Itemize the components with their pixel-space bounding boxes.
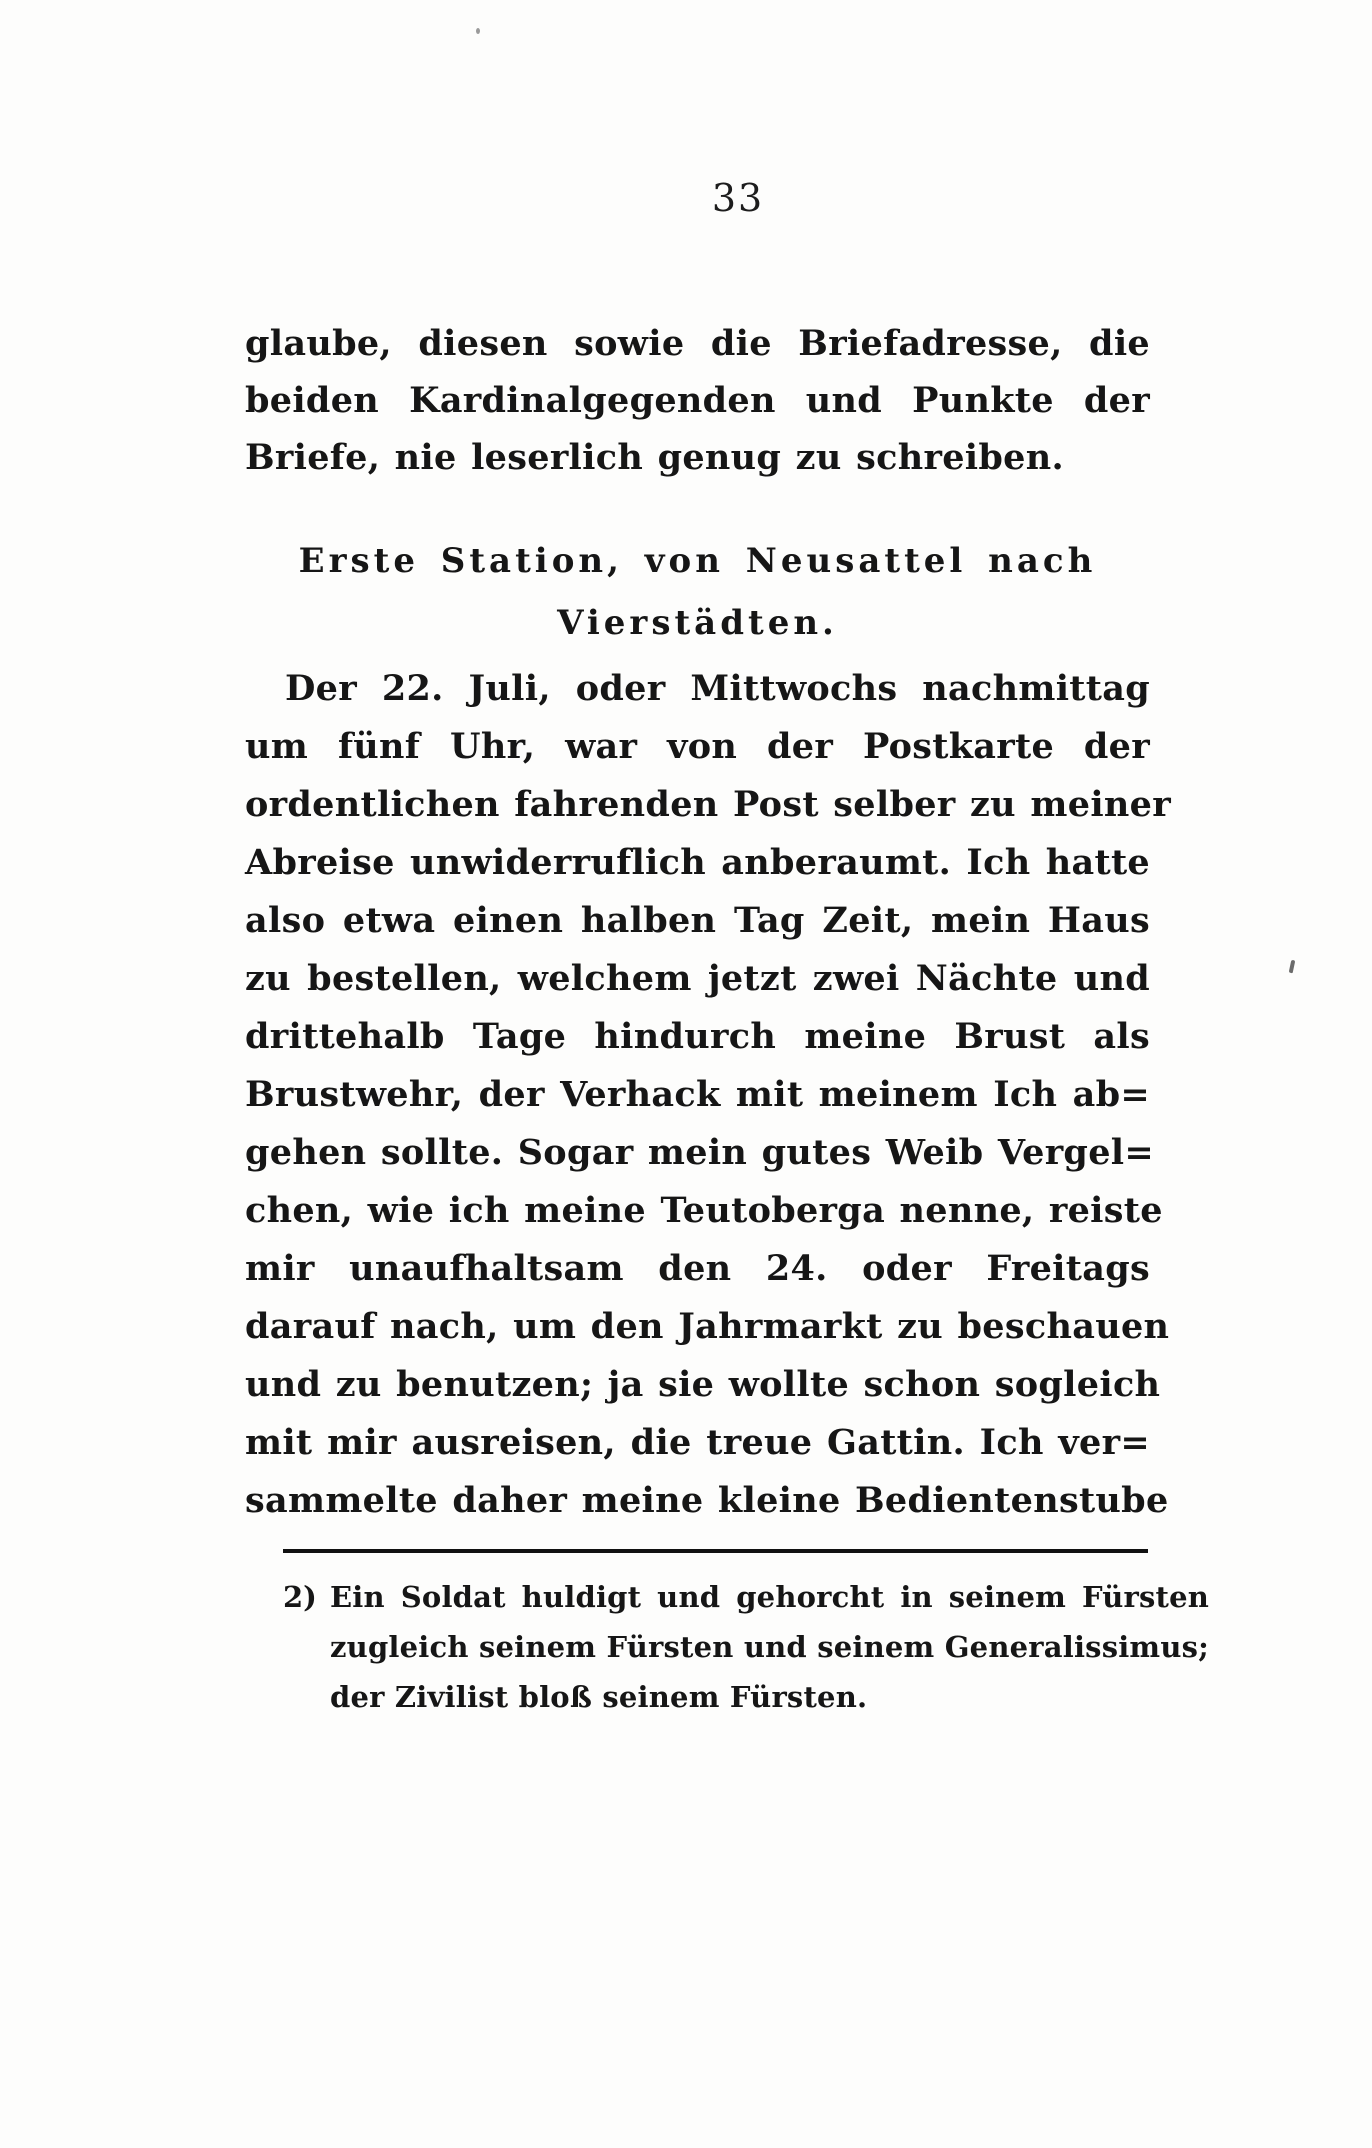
text-line: sammelte daher meine kleine Bedientenstube xyxy=(245,1480,1169,1521)
text-line: Der 22. Juli, oder Mittwochs nachmittag xyxy=(285,668,1150,709)
footnote xyxy=(283,1572,1210,1722)
text-line: darauf nach, um den Jahrmarkt zu beschauen xyxy=(245,1306,1170,1347)
text-line: gehen sollte. Sogar mein gutes Weib Vergel= xyxy=(245,1132,1154,1173)
text-line: beiden Kardinalgegenden und Punkte der xyxy=(245,380,1150,421)
text-line: und zu benutzen; ja sie wollte schon sogleich xyxy=(245,1364,1161,1405)
text-line: Abreise unwiderruflich anberaumt. Ich hatte xyxy=(245,842,1150,883)
section-heading xyxy=(245,530,1150,654)
page-number: 33 xyxy=(711,176,765,220)
text-line: zu bestellen, welchem jetzt zwei Nächte und xyxy=(245,958,1150,999)
footnote-line: zugleich seinem Fürsten und seinem Generalissimus; xyxy=(330,1630,1210,1664)
footnote-marker: 2) xyxy=(283,1580,317,1614)
scan-speck-margin xyxy=(1289,960,1296,974)
section-heading-line: Erste Station, von Neusattel nach xyxy=(298,541,1097,581)
text-line: chen, wie ich meine Teutoberga nenne, reiste xyxy=(245,1190,1163,1231)
footnote-text xyxy=(330,1572,1209,1722)
footnote-line: Ein Soldat huldigt und gehorcht in seinem Fürsten xyxy=(330,1580,1210,1614)
text-line: glaube, diesen sowie die Briefadresse, die xyxy=(245,323,1150,364)
footnote-line: der Zivilist bloß seinem Fürsten. xyxy=(330,1680,868,1714)
footnote-divider xyxy=(283,1549,1148,1553)
text-line: Briefe, nie leserlich genug zu schreiben. xyxy=(245,437,1064,478)
text-line: mir unaufhaltsam den 24. oder Freitags xyxy=(245,1248,1150,1289)
section-heading-line: Vierstädten. xyxy=(557,603,838,643)
text-line: um fünf Uhr, war von der Postkarte der xyxy=(245,726,1150,767)
text-line: Brustwehr, der Verhack mit meinem Ich ab= xyxy=(245,1074,1150,1115)
intro-paragraph xyxy=(245,315,1150,486)
text-line: ordentlichen fahrenden Post selber zu meiner xyxy=(245,784,1171,825)
main-paragraph xyxy=(245,660,1171,1530)
text-line: also etwa einen halben Tag Zeit, mein Haus xyxy=(245,900,1150,941)
text-line: drittehalb Tage hindurch meine Brust als xyxy=(245,1016,1150,1057)
text-line: mit mir ausreisen, die treue Gattin. Ich ver= xyxy=(245,1422,1150,1463)
scan-speck-top xyxy=(476,28,480,34)
